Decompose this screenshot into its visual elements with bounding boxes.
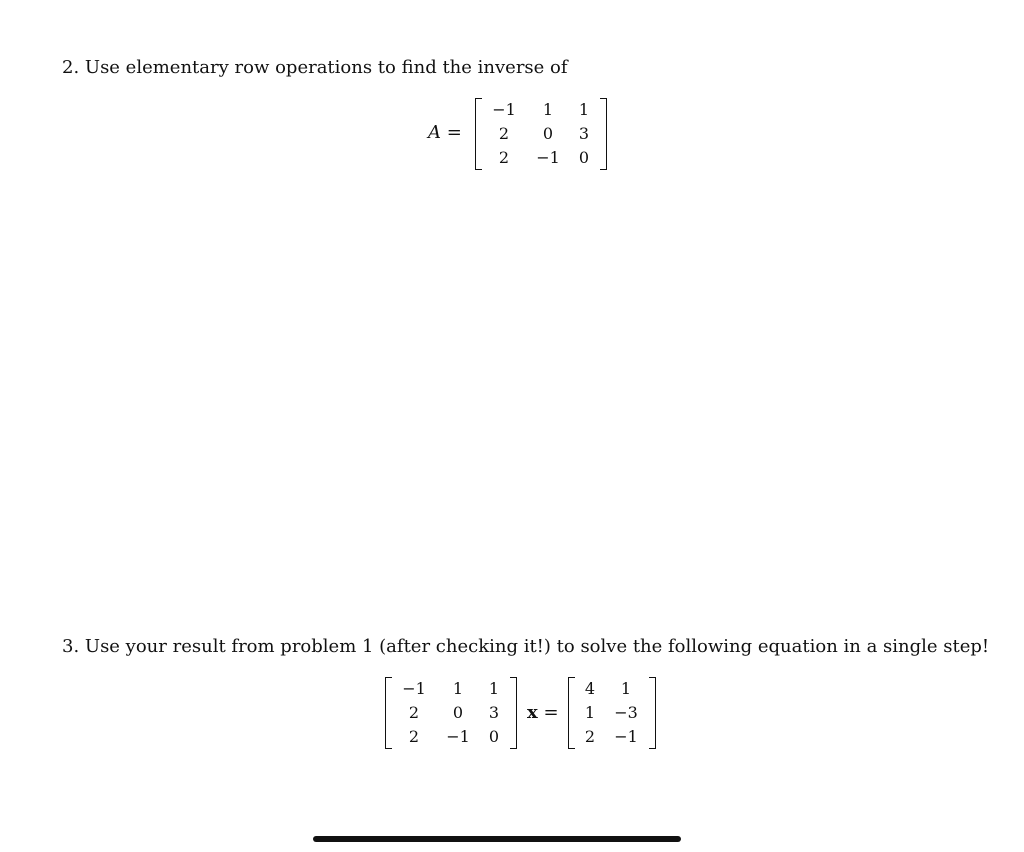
coefficient-matrix-cell: 0	[452, 703, 464, 722]
matrix-a	[475, 98, 607, 170]
rhs-matrix-cell: 1	[584, 703, 596, 722]
coefficient-matrix-cell: −1	[446, 727, 470, 746]
matrix-a-cell: 2	[498, 124, 510, 143]
coefficient-matrix-cell: 2	[408, 727, 420, 746]
rhs-matrix-cell: −1	[614, 727, 638, 746]
coefficient-matrix-cell: −1	[402, 679, 426, 698]
matrix-a-variable: A	[428, 122, 441, 143]
rhs-matrix-cell: 2	[584, 727, 596, 746]
problem-2-statement: 2. Use elementary row operations to find the inverse of	[62, 57, 568, 78]
equals-sign: =	[543, 702, 559, 723]
matrix-a-cell: −1	[536, 148, 560, 167]
rhs-matrix-cell: −3	[614, 703, 638, 722]
right-hand-side-matrix	[568, 677, 656, 749]
left-bracket	[475, 98, 482, 170]
problem-2-lhs	[428, 122, 462, 144]
rhs-matrix-cell: 4	[584, 679, 596, 698]
home-indicator[interactable]	[313, 836, 681, 842]
vector-x-variable: x	[527, 702, 538, 723]
matrix-a-cell: 1	[578, 100, 590, 119]
matrix-a-cell: 0	[578, 148, 590, 167]
coefficient-matrix-cell: 1	[452, 679, 464, 698]
coefficient-matrix-cell: 1	[488, 679, 500, 698]
coefficient-matrix-cell: 2	[408, 703, 420, 722]
problem-3-statement: 3. Use your result from problem 1 (after checking it!) to solve the following equation in a single step!	[62, 636, 990, 657]
left-bracket	[385, 677, 392, 749]
right-bracket	[649, 677, 656, 749]
coefficient-matrix	[385, 677, 517, 749]
problem-3-middle	[527, 702, 559, 724]
matrix-a-cell: 0	[542, 124, 554, 143]
rhs-matrix-cell: 1	[620, 679, 632, 698]
coefficient-matrix-cell: 0	[488, 727, 500, 746]
matrix-a-cell: 2	[498, 148, 510, 167]
matrix-a-cell: 3	[578, 124, 590, 143]
equals-sign: =	[446, 122, 462, 143]
coefficient-matrix-cell: 3	[488, 703, 500, 722]
matrix-a-cell: −1	[492, 100, 516, 119]
matrix-a-cell: 1	[542, 100, 554, 119]
